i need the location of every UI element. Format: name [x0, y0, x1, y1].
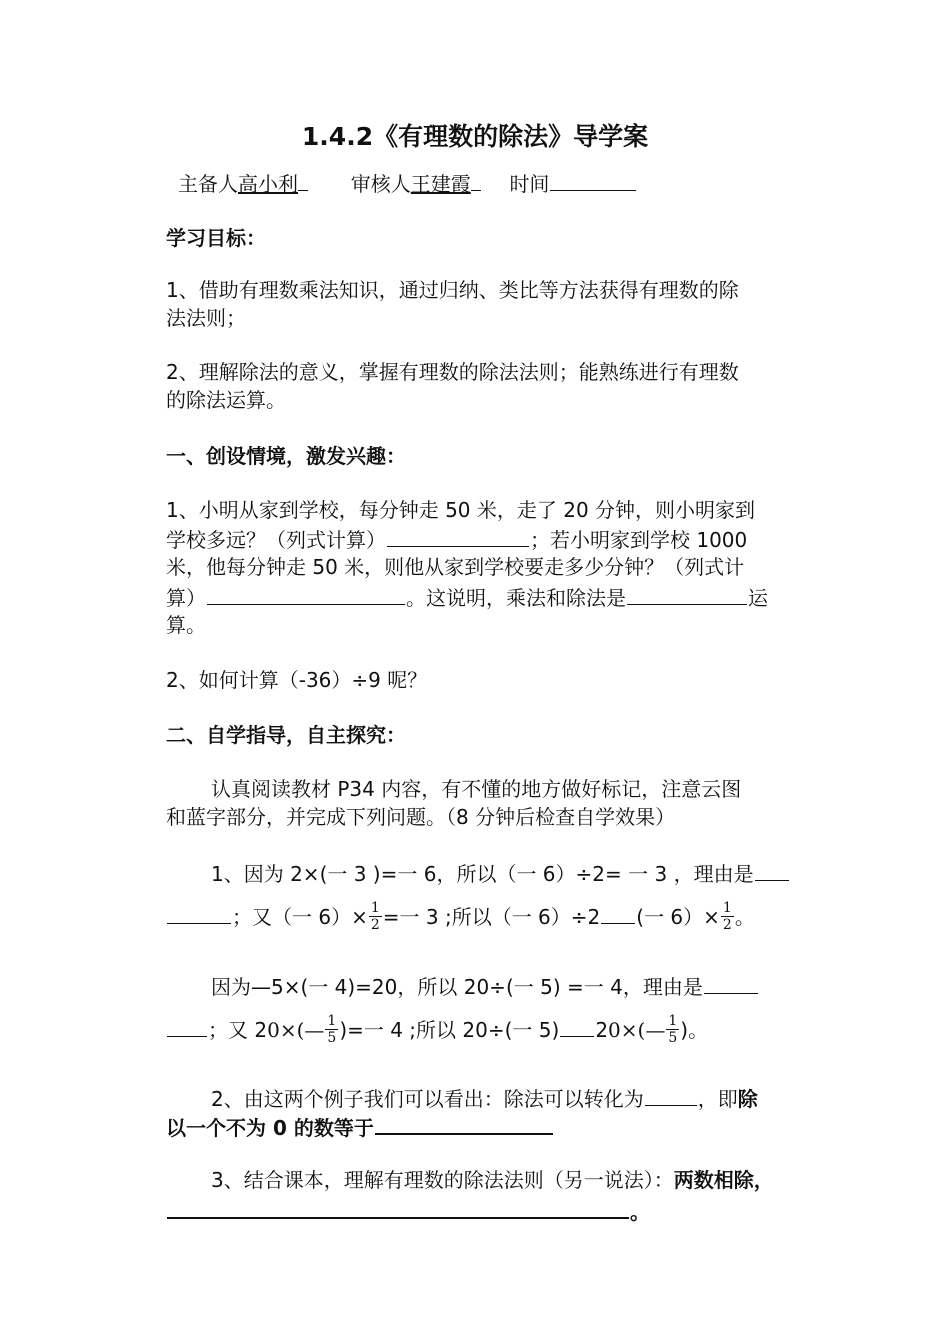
objective-2-line-2: 的除法运算。	[166, 388, 286, 412]
s2-q3-line-1: 3、结合课本，理解有理数的除法法则（另一说法）：两数相除，	[211, 1168, 774, 1192]
s2-q1b-line-1: 因为—5×(一 4)=20，所以 20÷(一 5) =一 4，理由是	[211, 971, 759, 1001]
time-blank[interactable]	[550, 168, 636, 191]
s2-intro-line-2: 和蓝字部分，并完成下列问题。（8 分钟后检查自学效果）	[166, 805, 676, 829]
page-title: 1.4.2《有理数的除法》导学案	[301, 122, 649, 151]
q2-rule-blank[interactable]	[375, 1111, 553, 1135]
s1-p1-line-1: 1、小明从家到学校，每分钟走 50 米，走了 20 分钟，则小明家到	[166, 498, 756, 522]
s2-q3-line-2: 。	[166, 1195, 650, 1226]
fraction-one-fifth-2: $\frac{1}{5}$	[668, 1013, 678, 1046]
objective-1-line-2: 法法则；	[166, 306, 246, 330]
s2-q1b-line-2: ；又 20×(— $\frac{1}{5}$ )=一 4 ;所以 20÷(一 5) 20×(— $\frac{1}{5}$ )。	[166, 1014, 708, 1048]
s2-intro-line-1: 认真阅读教材 P34 内容，有不懂的地方做好标记，注意云图	[211, 777, 742, 801]
q1b-reason-blank-a[interactable]	[704, 971, 758, 994]
q3-rule-blank[interactable]	[167, 1195, 629, 1219]
s1-p1-line-5: 算。	[166, 613, 206, 637]
s1-p1-line-2: 学校多远？（列式计算） ；若小明家到学校 1000	[166, 524, 747, 554]
section2-heading: 二、自学指导，自主探究：	[166, 723, 406, 747]
s2-q2-line-1: 2、由这两个例子我们可以看出：除法可以转化为 ，即除	[211, 1083, 758, 1113]
objective-1-line-1: 1、借助有理数乘法知识，通过归纳、类比等方法获得有理数的除	[166, 278, 739, 302]
s1-p1-line-4: 算） 。这说明，乘法和除法是 运	[166, 582, 768, 612]
s1-p1-line-3: 米，他每分钟走 50 米，则他从家到学校要走多少分钟？（列式计	[166, 555, 745, 579]
q1-reason-blank-b[interactable]	[167, 901, 231, 924]
reviewer-name: 王建霞	[410, 172, 471, 196]
fraction-one-fifth: $\frac{1}{5}$	[327, 1013, 337, 1046]
q1-compare-blank[interactable]	[601, 901, 635, 924]
distance-answer-blank[interactable]	[387, 524, 529, 547]
q1-reason-blank-a[interactable]	[755, 858, 789, 881]
fraction-one-half-2: $\frac{1}{2}$	[722, 900, 732, 933]
q1b-compare-blank[interactable]	[560, 1014, 594, 1037]
q1b-reason-blank-b[interactable]	[167, 1014, 207, 1037]
s1-p2: 2、如何计算（-36）÷9 呢？	[166, 668, 428, 692]
fraction-one-half: $\frac{1}{2}$	[370, 900, 380, 933]
s2-q2-line-2: 以一个不为 0 的数等于	[166, 1111, 554, 1142]
time-label: 时间	[509, 172, 550, 196]
section1-heading: 一、创设情境，激发兴趣：	[166, 444, 406, 468]
objective-2-line-1: 2、理解除法的意义，掌握有理数的除法法则；能熟练进行有理数	[166, 360, 739, 384]
reviewer-label: 审核人	[350, 172, 411, 196]
q2-convert-blank[interactable]	[645, 1083, 697, 1106]
preparer-name: 高小利	[238, 172, 298, 196]
s2-q1-line-1: 1、因为 2×(一 3 )=一 6，所以（一 6）÷2= 一 3 ，理由是	[211, 858, 790, 888]
relation-answer-blank[interactable]	[627, 582, 747, 605]
minutes-answer-blank[interactable]	[207, 582, 405, 605]
header-info-line	[178, 168, 637, 198]
s2-q1-line-2: ；又（一 6）× $\frac{1}{2}$ =一 3 ;所以（一 6）÷2 (一 6）× $\frac{1}{2}$ 。	[166, 901, 755, 935]
preparer-label: 主备人	[178, 172, 238, 196]
objectives-heading: 学习目标：	[166, 226, 266, 250]
